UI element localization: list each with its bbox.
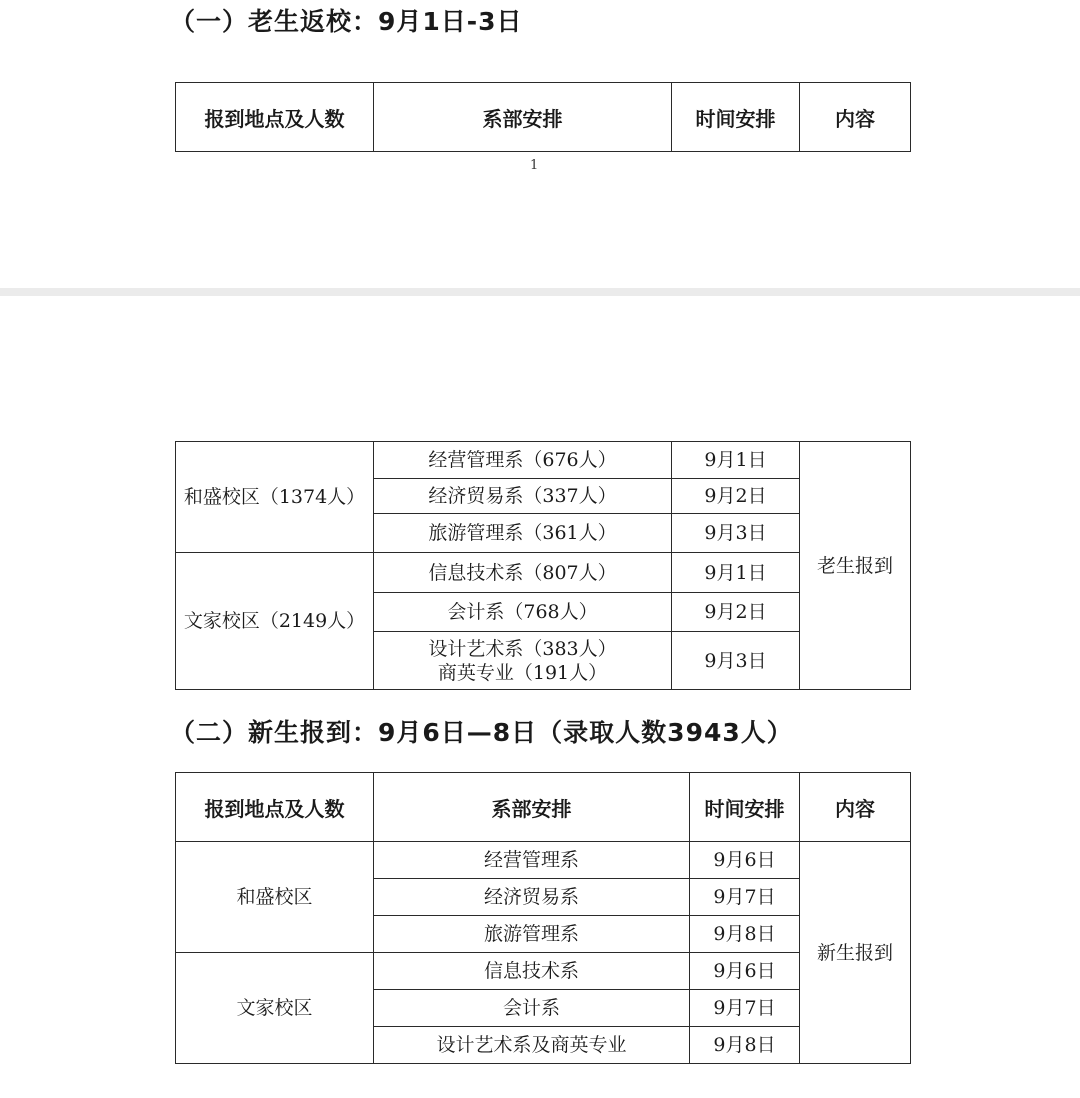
returning-students-table [175, 441, 911, 690]
date-cell: 9月7日 [690, 879, 800, 916]
content-cell: 新生报到 [800, 842, 911, 1064]
department-cell: 会计系（768人） [374, 593, 672, 632]
location-cell: 和盛校区（1374人） [176, 442, 374, 553]
department-cell [374, 632, 672, 690]
location-cell: 和盛校区 [176, 842, 374, 953]
date-cell: 9月7日 [690, 990, 800, 1027]
header-content: 内容 [800, 773, 911, 842]
content-cell: 老生报到 [800, 442, 911, 690]
header-row [176, 773, 911, 842]
header-department: 系部安排 [374, 83, 672, 152]
section1-heading: （一）老生返校：9月1日-3日 [170, 7, 523, 36]
returning-students-header-table [175, 82, 911, 152]
page-number: 1 [530, 158, 539, 173]
new-students-table [175, 772, 911, 1064]
date-cell: 9月1日 [672, 442, 800, 479]
table-row [176, 842, 911, 879]
location-cell: 文家校区 [176, 953, 374, 1064]
section2-heading: （二）新生报到：9月6日—8日（录取人数3943人） [170, 718, 793, 747]
header-department: 系部安排 [374, 773, 690, 842]
date-cell: 9月6日 [690, 953, 800, 990]
header-time: 时间安排 [672, 83, 800, 152]
department-cell: 旅游管理系 [374, 916, 690, 953]
department-cell: 会计系 [374, 990, 690, 1027]
header-location: 报到地点及人数 [176, 773, 374, 842]
date-cell: 9月3日 [672, 514, 800, 553]
header-location: 报到地点及人数 [176, 83, 374, 152]
page-divider [0, 288, 1080, 296]
department-cell: 信息技术系（807人） [374, 553, 672, 593]
department-cell: 设计艺术系及商英专业 [374, 1027, 690, 1064]
department-cell: 旅游管理系（361人） [374, 514, 672, 553]
department-cell: 经营管理系（676人） [374, 442, 672, 479]
department-line-2: 商英专业（191人） [437, 661, 608, 684]
department-line-1: 设计艺术系（383人） [428, 637, 617, 660]
header-row [176, 83, 911, 152]
date-cell: 9月3日 [672, 632, 800, 690]
date-cell: 9月6日 [690, 842, 800, 879]
location-cell: 文家校区（2149人） [176, 553, 374, 690]
date-cell: 9月1日 [672, 553, 800, 593]
department-cell: 经济贸易系 [374, 879, 690, 916]
header-time: 时间安排 [690, 773, 800, 842]
date-cell: 9月2日 [672, 479, 800, 514]
department-cell: 信息技术系 [374, 953, 690, 990]
header-content: 内容 [800, 83, 911, 152]
date-cell: 9月8日 [690, 916, 800, 953]
table-row [176, 442, 911, 479]
department-cell: 经营管理系 [374, 842, 690, 879]
date-cell: 9月2日 [672, 593, 800, 632]
date-cell: 9月8日 [690, 1027, 800, 1064]
department-cell: 经济贸易系（337人） [374, 479, 672, 514]
